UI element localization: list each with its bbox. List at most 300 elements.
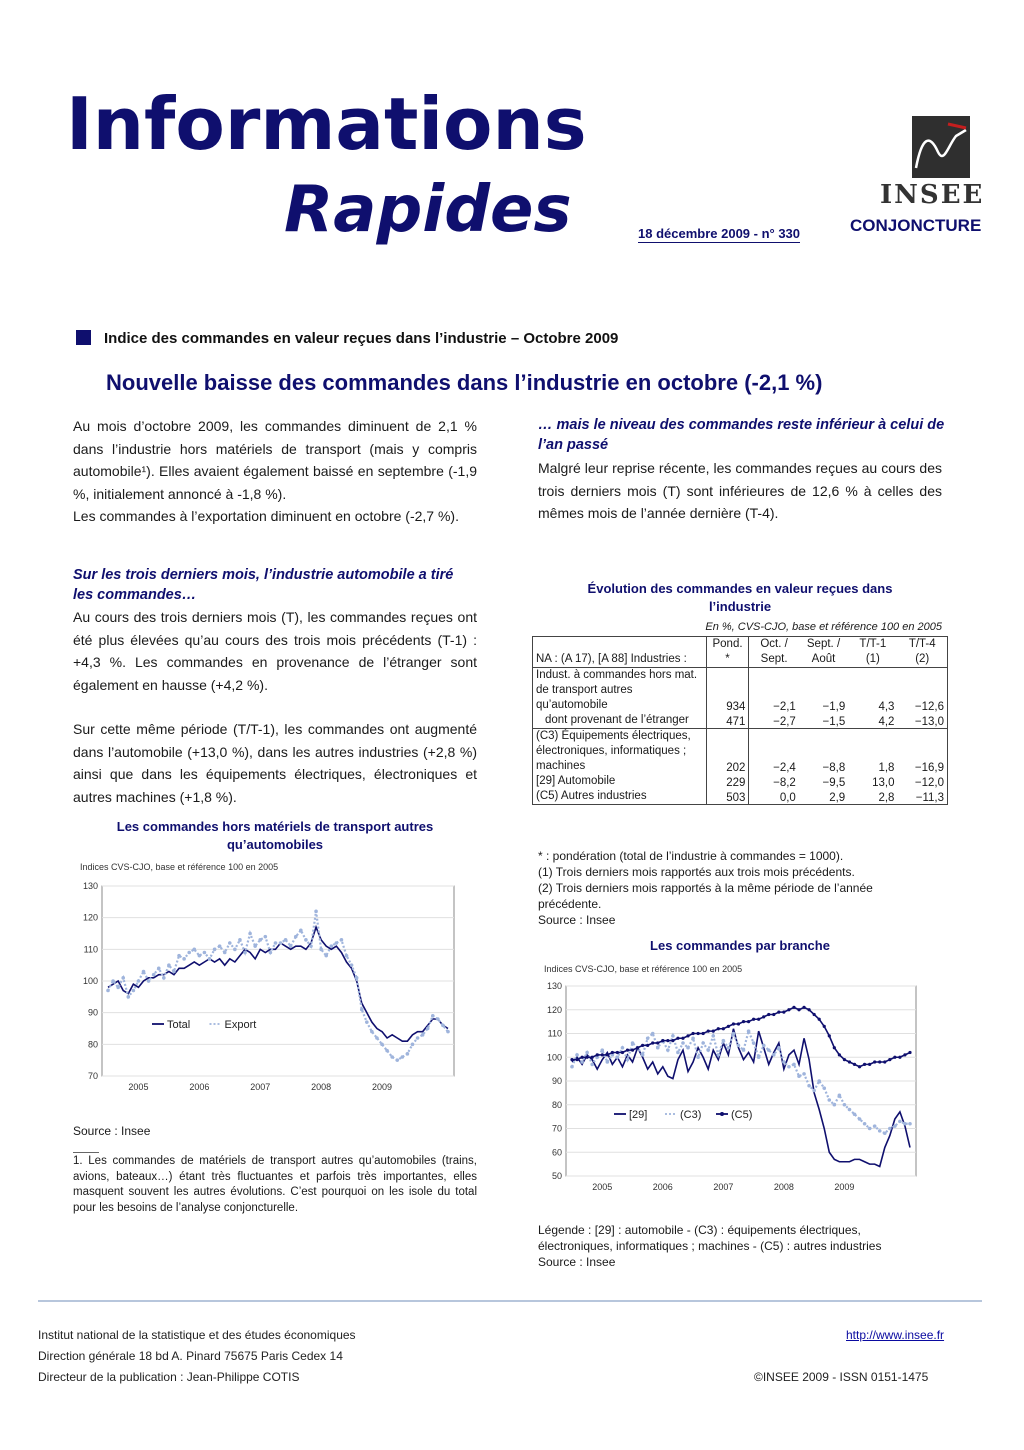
data-point — [737, 1022, 740, 1025]
x-tick-label: 2007 — [713, 1182, 734, 1192]
y-tick-label: 50 — [551, 1171, 562, 1181]
data-point — [767, 1048, 771, 1052]
table-cell: 1,8 — [848, 729, 897, 775]
legend-label: Total — [167, 1019, 191, 1031]
table-row — [533, 774, 948, 789]
left-subheading: Sur les trois derniers mois, l’industrie automobile a tiré les commandes… — [73, 567, 454, 603]
data-point — [818, 1018, 821, 1021]
data-point — [591, 1056, 594, 1059]
data-point — [218, 944, 222, 948]
data-point — [651, 1032, 655, 1036]
right-subheading: … mais le niveau des commandes reste inférieur à celui de l’an passé — [538, 417, 945, 453]
table-cell: 4,2 — [878, 716, 895, 728]
table-cell-label: Indust. à commandes hors mat. de transport autres qu’automobile — [536, 669, 698, 711]
data-point — [661, 1039, 664, 1042]
chart1 — [72, 876, 462, 1100]
data-point — [147, 979, 151, 983]
data-point — [898, 1056, 901, 1059]
data-point — [868, 1063, 871, 1066]
data-point — [696, 1055, 700, 1059]
footer-line-1: Institut national de la statistique et des études économiques — [38, 1328, 356, 1342]
left-source: Source : Insee — [73, 1124, 151, 1138]
data-point — [646, 1036, 650, 1040]
table-cell: −9,5 — [822, 777, 846, 789]
y-tick-label: 70 — [551, 1123, 562, 1134]
data-point — [248, 932, 252, 936]
data-point — [590, 1063, 594, 1067]
data-point — [762, 1015, 765, 1018]
table-row — [533, 668, 948, 714]
data-point — [198, 954, 202, 958]
table-cell: 503 — [706, 789, 749, 805]
legend-note: Légende : [29] : automobile - (C3) : équipements électriques, électroniques, informatiques ; machines - (C5) : autres industries — [538, 1223, 882, 1253]
stats-table — [532, 636, 948, 805]
chart1-title: Les commandes hors matériels de transport autres qu’automobiles — [116, 819, 434, 852]
data-point — [893, 1124, 897, 1128]
table-cell: 4,3 — [878, 701, 895, 713]
footer-copyright: ©INSEE 2009 - ISSN 0151-1475 — [754, 1370, 929, 1384]
data-point — [269, 951, 273, 955]
data-point — [319, 948, 323, 952]
chart2-subtitle: Indices CVS-CJO, base et référence 100 en 2005 — [544, 964, 743, 974]
data-point — [238, 938, 242, 942]
data-point — [596, 1053, 599, 1056]
chart2-title: Les commandes par branche — [650, 938, 830, 953]
table-cell: −12,6 — [914, 701, 944, 713]
data-point — [370, 1030, 374, 1034]
data-point — [223, 951, 227, 955]
data-point — [706, 1048, 710, 1052]
data-point — [893, 1056, 896, 1059]
data-point — [888, 1127, 892, 1131]
data-point — [656, 1041, 659, 1044]
data-point — [671, 1034, 675, 1038]
data-point — [106, 989, 110, 993]
data-point — [686, 1046, 690, 1050]
table-cell: 229 — [706, 774, 749, 789]
table-note: (1) Trois derniers mois rapportés aux trois mois précédents. — [538, 865, 855, 879]
data-point — [355, 976, 359, 980]
chart2 — [534, 976, 924, 1200]
data-point — [152, 973, 156, 977]
data-point — [137, 979, 141, 983]
y-tick-label: 80 — [87, 1039, 98, 1050]
data-point — [441, 1024, 445, 1028]
data-point — [777, 1011, 780, 1014]
data-point — [717, 1027, 720, 1030]
table-row — [533, 713, 948, 729]
data-point — [868, 1127, 872, 1131]
data-point — [853, 1112, 857, 1116]
data-point — [727, 1046, 731, 1050]
footer-line-2: Direction générale 18 bd A. Pinard 75675 Paris Cedex 14 — [38, 1349, 343, 1363]
data-point — [213, 948, 217, 952]
data-point — [666, 1039, 669, 1042]
insee-logo-subtext: CONJONCTURE — [850, 216, 982, 235]
insee-logo-icon — [912, 116, 970, 178]
data-point — [187, 951, 191, 955]
data-point — [671, 1039, 674, 1042]
data-point — [697, 1032, 700, 1035]
data-point — [908, 1122, 912, 1126]
data-point — [580, 1060, 584, 1064]
data-point — [822, 1086, 826, 1090]
data-point — [264, 935, 268, 939]
data-point — [767, 1013, 770, 1016]
data-point — [360, 1008, 364, 1012]
table-cell: 202 — [706, 729, 749, 775]
data-point — [752, 1018, 755, 1021]
data-point — [436, 1017, 440, 1021]
footer-divider — [38, 1300, 982, 1302]
legend-label: (C5) — [731, 1109, 753, 1121]
data-point — [827, 1098, 831, 1102]
left-paragraph-4: Sur cette même période (T/T-1), les commandes ont augmenté dans l’automobile (+13,0 %), dans les autres industries (+2,8 %) ainsi que dans les équipements électriques, électroniques et autres machines (+1,8 %). — [73, 721, 477, 805]
data-point — [626, 1058, 630, 1062]
data-point — [691, 1036, 695, 1040]
table-header-cell: NA : (A 17), [A 88] Industries : — [533, 637, 707, 668]
data-point — [676, 1051, 680, 1055]
table-header-cell: Sept. / Août — [799, 637, 848, 668]
insee-website-link[interactable]: http://www.insee.fr — [846, 1328, 945, 1342]
data-point — [167, 963, 171, 967]
table-cell-label: (C3) Équipements électriques, électroniques, informatiques ; machines — [533, 729, 707, 775]
y-tick-label: 110 — [83, 944, 98, 955]
table-cell: −8,2 — [749, 774, 799, 789]
data-point — [666, 1048, 670, 1052]
data-point — [873, 1060, 876, 1063]
insee-logo-text: INSEE — [880, 180, 985, 210]
data-point — [711, 1034, 715, 1038]
table-header-cell: Pond. * — [706, 637, 749, 668]
data-point — [329, 944, 333, 948]
data-point — [722, 1027, 725, 1030]
data-point — [802, 1072, 806, 1076]
data-point — [823, 1025, 826, 1028]
data-point — [304, 938, 308, 942]
data-point — [309, 944, 313, 948]
data-point — [903, 1053, 906, 1056]
legend-label: Export — [224, 1019, 257, 1031]
data-point — [641, 1044, 644, 1047]
data-point — [375, 1036, 379, 1040]
data-point — [772, 1013, 775, 1016]
data-point — [395, 1058, 399, 1062]
data-point — [340, 938, 344, 942]
left-paragraph-3: Au cours des trois derniers mois (T), les commandes reçues ont été plus élevées qu’au cours des trois mois précédents (T-1) : +4,3 %. Les commandes en provenance de l’étranger sont également en hausse (+4,2 %). — [73, 609, 477, 693]
data-point — [747, 1020, 750, 1023]
data-point — [411, 1043, 415, 1047]
left-paragraph-1: Au mois d’octobre 2009, les commandes diminuent de 2,1 % dans l’industrie hors matériels de transport (mais y compris automobile¹). Elles avaient également baissé en septembre (-1,9 %, initialement annoncé à -1,8 %). — [73, 418, 477, 502]
data-point — [727, 1025, 730, 1028]
data-point — [858, 1065, 861, 1068]
y-tick-label: 100 — [82, 976, 98, 986]
table-cell: −2,7 — [749, 713, 799, 729]
data-point — [203, 951, 207, 955]
data-point — [878, 1060, 881, 1063]
data-point — [121, 976, 125, 980]
data-point — [345, 954, 349, 958]
data-point — [787, 1065, 791, 1069]
footnote-rule — [73, 1152, 99, 1153]
table-cell: −2,1 — [749, 668, 799, 714]
table-cell: −8,8 — [799, 729, 848, 775]
data-point — [807, 1084, 811, 1088]
data-point — [631, 1041, 635, 1045]
data-point — [863, 1122, 867, 1126]
data-point — [838, 1053, 841, 1056]
data-point — [142, 970, 146, 974]
table-header-row — [533, 637, 948, 668]
table-header-cell: Oct. / Sept. — [749, 637, 799, 668]
data-point — [848, 1060, 851, 1063]
y-tick-label: 80 — [551, 1099, 562, 1110]
table-note: * : pondération (total de l’industrie à commandes = 1000). — [538, 849, 844, 863]
data-point — [446, 1030, 450, 1034]
page-title: Nouvelle baisse des commandes dans l’industrie en octobre (-2,1 %) — [106, 370, 823, 395]
legend-label: [29] — [629, 1109, 648, 1121]
data-point — [797, 1008, 800, 1011]
left-paragraph-2: Les commandes à l’exportation diminuent en octobre (-2,7 %). — [73, 508, 459, 524]
data-point — [177, 954, 181, 958]
data-point — [808, 1008, 811, 1011]
data-point — [621, 1046, 625, 1050]
data-point — [888, 1058, 891, 1061]
data-point — [580, 1056, 583, 1059]
table-unit: En %, CVS-CJO, base et référence 100 en 2005 — [705, 621, 942, 633]
y-tick-label: 70 — [87, 1071, 98, 1081]
footer-line-3: Directeur de la publication : Jean-Philippe COTIS — [38, 1370, 300, 1384]
masthead-title: Informations — [66, 82, 587, 166]
table-cell: 471 — [706, 713, 749, 729]
right-source: Source : Insee — [538, 1255, 616, 1269]
data-point — [701, 1041, 705, 1045]
data-point — [853, 1063, 856, 1066]
data-point — [116, 986, 120, 990]
x-tick-label: 2009 — [834, 1182, 855, 1192]
data-point — [651, 1041, 654, 1044]
x-tick-label: 2005 — [592, 1182, 613, 1192]
data-point — [606, 1053, 609, 1056]
data-point — [843, 1103, 847, 1107]
data-point — [335, 941, 339, 945]
data-point — [385, 1049, 389, 1053]
data-point — [747, 1029, 751, 1033]
x-tick-label: 2008 — [773, 1182, 794, 1192]
data-point — [294, 935, 298, 939]
data-point — [600, 1048, 604, 1052]
data-point — [228, 941, 232, 945]
data-point — [426, 1027, 430, 1031]
data-point — [162, 976, 166, 980]
y-tick-label: 110 — [547, 1028, 562, 1039]
data-point — [258, 938, 262, 942]
data-point — [762, 1044, 766, 1048]
x-tick-label: 2006 — [652, 1182, 673, 1192]
data-point — [299, 929, 303, 933]
data-point — [636, 1046, 639, 1049]
data-point — [858, 1117, 862, 1121]
data-point — [626, 1049, 629, 1052]
y-tick-label: 90 — [551, 1076, 562, 1086]
data-point — [380, 1043, 384, 1047]
data-point — [586, 1056, 589, 1059]
data-point — [777, 1046, 781, 1050]
data-point — [792, 1006, 795, 1009]
data-point — [570, 1058, 573, 1061]
table-cell: −2,4 — [749, 729, 799, 775]
data-point — [274, 941, 278, 945]
table-cell: 2,9 — [829, 792, 846, 804]
data-point — [813, 1013, 816, 1016]
data-point — [702, 1032, 705, 1035]
data-point — [883, 1131, 887, 1135]
y-tick-label: 120 — [82, 912, 98, 923]
table-row — [533, 789, 948, 805]
data-point — [656, 1046, 660, 1050]
data-point — [742, 1048, 746, 1052]
data-point — [817, 1079, 821, 1083]
data-point — [787, 1008, 790, 1011]
data-point — [812, 1089, 816, 1093]
table-cell-label: (C5) Autres industries — [536, 790, 647, 802]
data-point — [681, 1037, 684, 1040]
table-cell: 0,0 — [749, 789, 799, 805]
y-tick-label: 60 — [551, 1147, 562, 1158]
footnote: 1. Les commandes de matériels de transport autres qu’automobiles (trains, avions, bateaux…) étant très fluctuantes et parfois très importantes, elles masquent souvent les autres évolutions. C’est pourquoi on les isole du total pour les besoins de l’analyse conjoncturelle. — [73, 1155, 477, 1214]
data-point — [611, 1051, 614, 1054]
subheading: Indice des commandes en valeur reçues dans l’industrie – Octobre 2009 — [104, 330, 619, 347]
data-point — [782, 1011, 785, 1014]
data-point — [797, 1074, 801, 1078]
legend-label: (C3) — [680, 1109, 702, 1121]
table-cell: −1,9 — [822, 701, 846, 713]
data-point — [182, 957, 186, 961]
data-point — [192, 948, 196, 952]
data-point — [676, 1037, 679, 1040]
data-point — [752, 1041, 756, 1045]
data-point — [606, 1060, 610, 1064]
table-note: Source : Insee — [538, 913, 616, 927]
table-cell-label: [29] Automobile — [536, 775, 616, 787]
table-cell: 934 — [706, 668, 749, 714]
data-point — [742, 1020, 745, 1023]
data-point — [365, 1020, 369, 1024]
data-point — [707, 1030, 710, 1033]
data-point — [284, 938, 288, 942]
x-tick-label: 2005 — [128, 1082, 149, 1092]
data-point — [646, 1044, 649, 1047]
data-point — [757, 1055, 761, 1059]
data-point — [406, 1052, 410, 1056]
data-point — [898, 1120, 902, 1124]
data-point — [681, 1041, 685, 1045]
data-point — [716, 1053, 720, 1057]
data-point — [833, 1103, 837, 1107]
right-paragraph-1: Malgré leur reprise récente, les commandes reçues au cours des trois derniers mois (T) sont inférieures de 12,6 % à celles des mêmes mois de l’année dernière (T-4). — [538, 460, 942, 521]
table-cell-label: dont provenant de l’étranger — [545, 714, 689, 726]
data-point — [908, 1051, 911, 1054]
masthead-subtitle: Rapides — [284, 173, 572, 247]
table-header-cell: T/T-1 (1) — [848, 637, 897, 668]
data-point — [416, 1036, 420, 1040]
data-point — [314, 910, 318, 914]
table-cell: −16,9 — [897, 729, 947, 775]
data-point — [686, 1034, 689, 1037]
data-point — [111, 979, 115, 983]
data-point — [792, 1063, 796, 1067]
x-tick-label: 2009 — [372, 1082, 393, 1092]
x-tick-label: 2008 — [311, 1082, 332, 1092]
data-point — [802, 1006, 805, 1009]
table-cell: −12,0 — [914, 777, 944, 789]
data-point — [350, 963, 354, 967]
table-notes — [538, 848, 938, 928]
data-point — [828, 1034, 831, 1037]
chart1-subtitle: Indices CVS-CJO, base et référence 100 en 2005 — [80, 862, 279, 872]
y-tick-label: 120 — [546, 1004, 562, 1015]
x-tick-label: 2006 — [189, 1082, 210, 1092]
table-cell: −11,3 — [915, 792, 944, 804]
table-cell: 13,0 — [872, 777, 895, 789]
data-point — [390, 1055, 394, 1059]
data-point — [883, 1060, 886, 1063]
data-point — [575, 1053, 579, 1057]
data-point — [737, 1044, 741, 1048]
data-point — [848, 1108, 852, 1112]
data-point — [616, 1051, 619, 1054]
data-point — [732, 1032, 736, 1036]
data-point — [712, 1030, 715, 1033]
data-point — [172, 970, 176, 974]
data-point — [722, 1039, 726, 1043]
data-point — [843, 1058, 846, 1061]
data-point — [757, 1018, 760, 1021]
data-point — [641, 1053, 645, 1057]
data-point — [208, 957, 212, 961]
data-point — [324, 954, 328, 958]
data-point — [616, 1055, 620, 1059]
data-point — [873, 1124, 877, 1128]
data-point — [575, 1058, 578, 1061]
data-point — [421, 1033, 425, 1037]
table-cell: −13,0 — [914, 716, 944, 728]
legend-marker — [720, 1112, 724, 1116]
data-point — [863, 1063, 866, 1066]
y-tick-label: 130 — [82, 881, 98, 891]
square-bullet-icon — [76, 330, 91, 345]
data-point — [601, 1053, 604, 1056]
table-note: (2) Trois derniers mois rapportés à la même période de l’année précédente. — [538, 881, 873, 911]
data-point — [691, 1032, 694, 1035]
y-tick-label: 130 — [546, 981, 562, 991]
x-tick-label: 2007 — [250, 1082, 271, 1092]
data-point — [782, 1060, 786, 1064]
data-point — [732, 1022, 735, 1025]
data-point — [401, 1055, 405, 1059]
data-point — [132, 989, 136, 993]
data-point — [833, 1046, 836, 1049]
data-point — [878, 1129, 882, 1133]
y-tick-label: 90 — [87, 1007, 98, 1018]
table-title: Évolution des commandes en valeur reçues dans l’industrie — [587, 581, 893, 614]
data-point — [431, 1014, 435, 1018]
data-point — [838, 1093, 842, 1097]
issue-date: 18 décembre 2009 - n° 330 — [638, 226, 801, 241]
data-point — [631, 1049, 634, 1052]
data-point — [772, 1053, 776, 1057]
data-point — [289, 944, 293, 948]
